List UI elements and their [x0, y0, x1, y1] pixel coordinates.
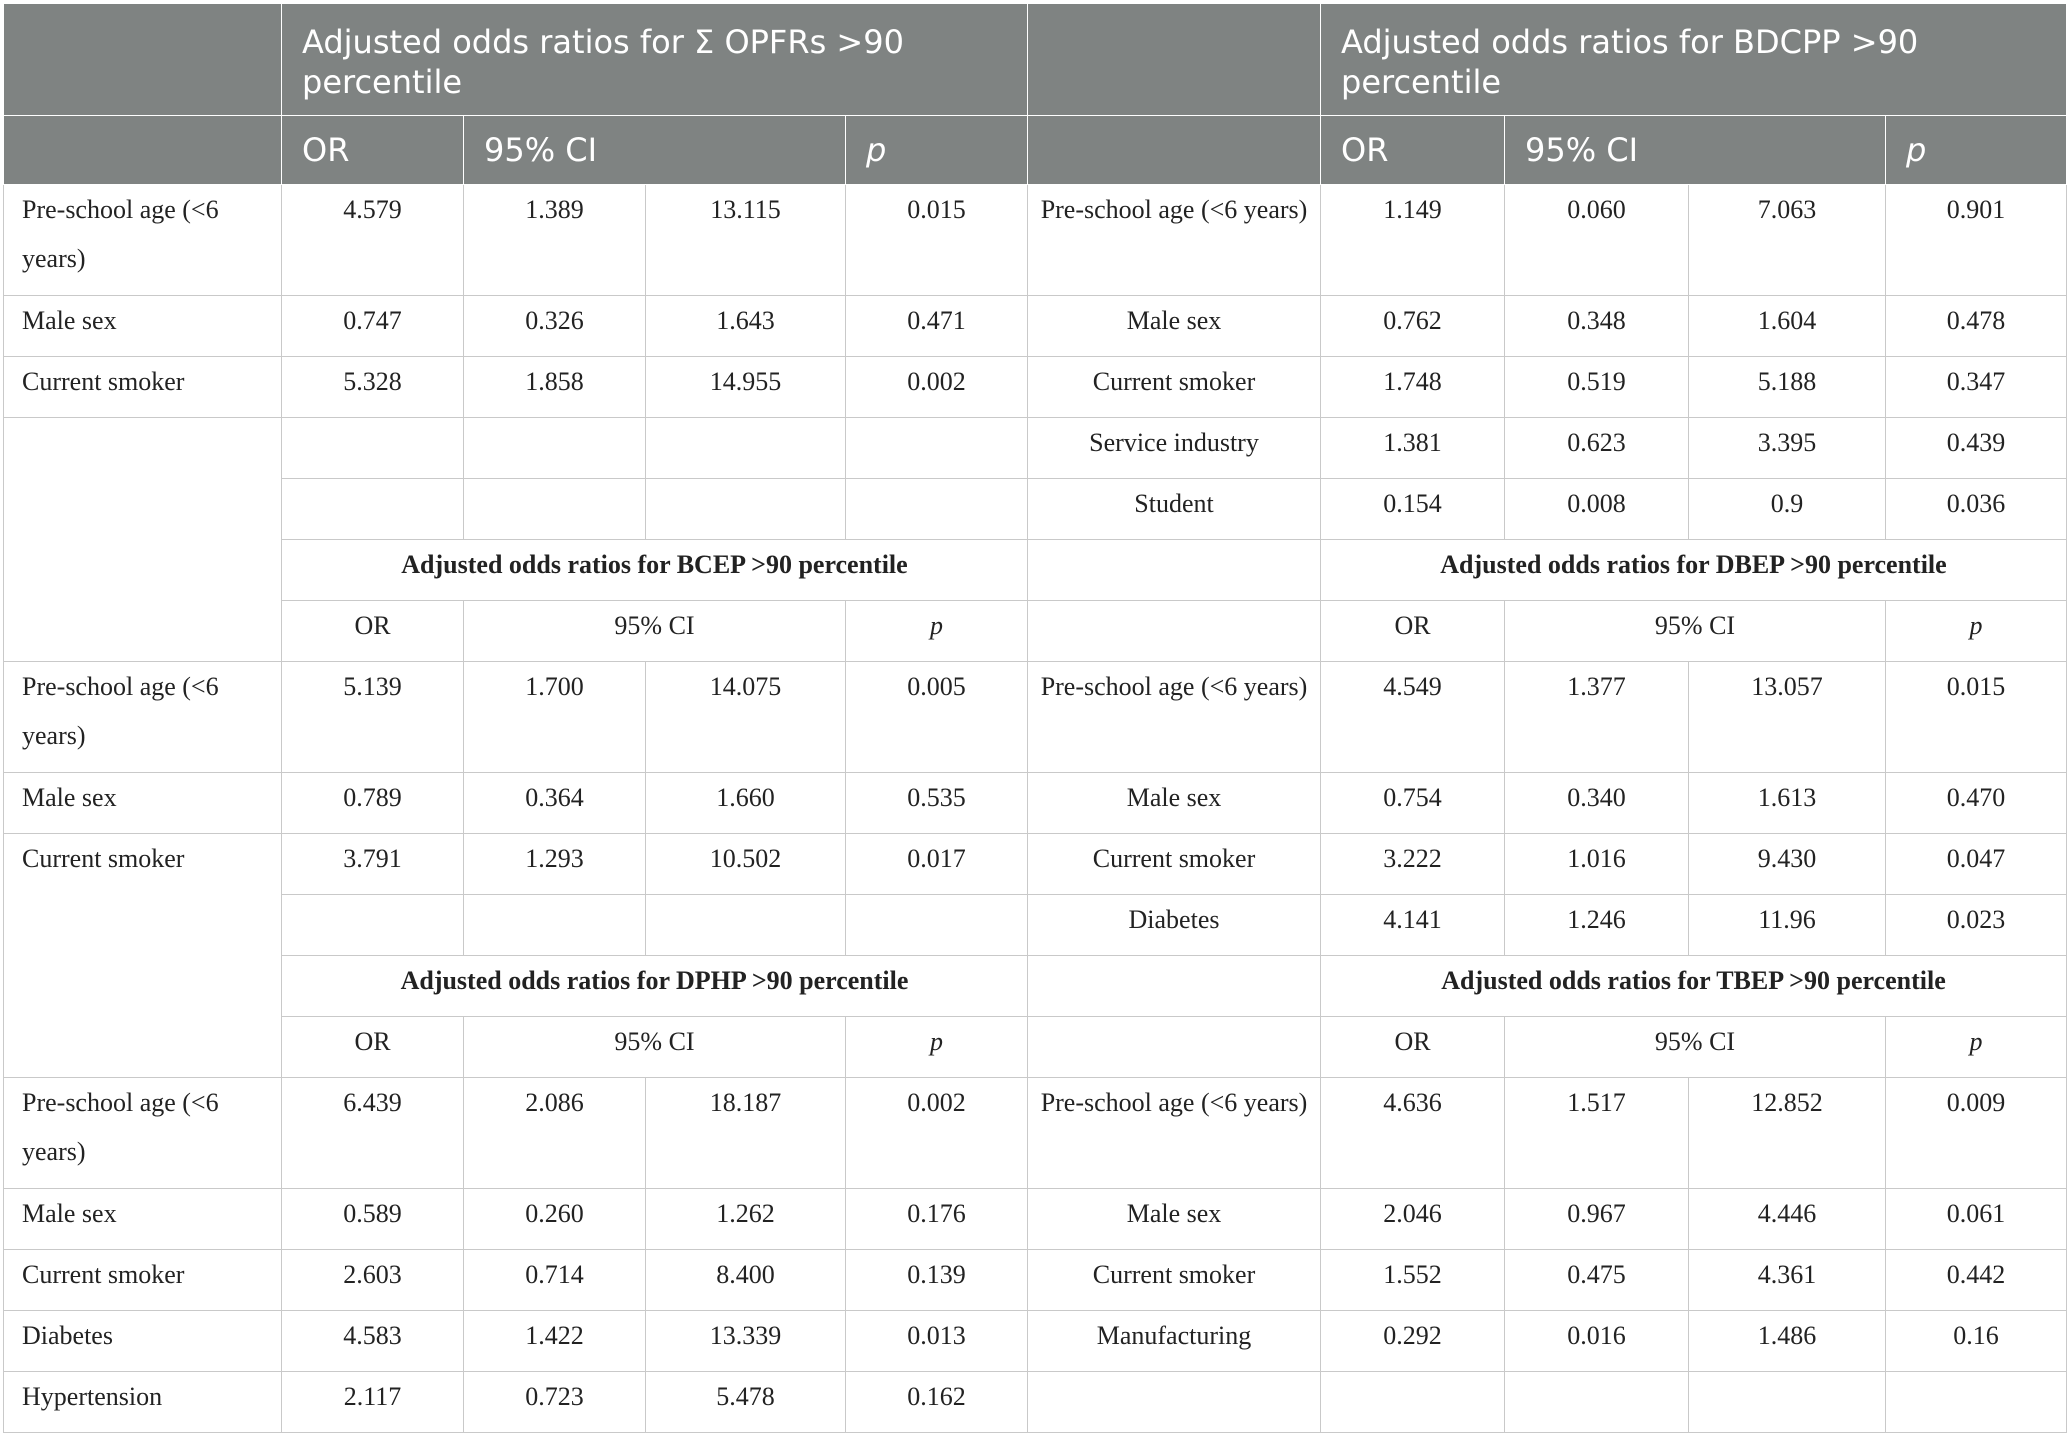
- section-title-row: [4, 540, 2067, 601]
- section-title-left: Adjusted odds ratios for BCEP >90 percentile: [282, 540, 1028, 601]
- section-col-p-left: p: [846, 1017, 1028, 1078]
- cell-ci-low-right: 0.016: [1505, 1311, 1689, 1372]
- cell-ci-low-right: 0.060: [1505, 185, 1689, 296]
- cell-ci-high-right: 13.057: [1689, 662, 1886, 773]
- row-label-left: Male sex: [4, 296, 282, 357]
- cell-or-right: 2.046: [1321, 1189, 1505, 1250]
- cell-or-left: 6.439: [282, 1078, 464, 1189]
- cell-or-right: 4.636: [1321, 1078, 1505, 1189]
- row-label-left: Current smoker: [4, 1250, 282, 1311]
- cell-ci-high-right: 4.446: [1689, 1189, 1886, 1250]
- cell-p-right: [1886, 1372, 2067, 1433]
- header-right-ci: 95% CI: [1505, 116, 1886, 185]
- row-label-right: Male sex: [1028, 1189, 1321, 1250]
- row-label-right: [1028, 1372, 1321, 1433]
- cell-or-left: 4.579: [282, 185, 464, 296]
- cell-ci-high-left: 18.187: [646, 1078, 846, 1189]
- cell-ci-low-right: 0.008: [1505, 479, 1689, 540]
- cell-or-right: 0.154: [1321, 479, 1505, 540]
- row-label-right: Diabetes: [1028, 895, 1321, 956]
- row-label-right: Current smoker: [1028, 834, 1321, 895]
- table-row: [4, 185, 2067, 296]
- cell-ci-low-right: 1.517: [1505, 1078, 1689, 1189]
- cell-or-left: 4.583: [282, 1311, 464, 1372]
- header-title-row: [4, 4, 2067, 116]
- cell-or-left: 0.747: [282, 296, 464, 357]
- section-col-or-left: OR: [282, 601, 464, 662]
- header-mid-cell: [1028, 4, 1321, 116]
- table-row: [4, 1372, 2067, 1433]
- cell-ci-low-left: 0.364: [464, 773, 646, 834]
- cell-ci-low-right: [1505, 1372, 1689, 1433]
- header-right-block-title: Adjusted odds ratios for BDCPP >90 percentile: [1321, 4, 2067, 116]
- cell-ci-low-right: 0.475: [1505, 1250, 1689, 1311]
- cell-ci-high-right: 12.852: [1689, 1078, 1886, 1189]
- cell-p-left: 0.013: [846, 1311, 1028, 1372]
- row-label-left: Male sex: [4, 773, 282, 834]
- cell-ci-high-left: 5.478: [646, 1372, 846, 1433]
- cell-ci-high-right: 5.188: [1689, 357, 1886, 418]
- cell-ci-low-left: 0.723: [464, 1372, 646, 1433]
- cell-ci-low-left: 1.700: [464, 662, 646, 773]
- cell-ci-high-left: [646, 895, 846, 956]
- cell-p-left: [846, 895, 1028, 956]
- cell-ci-high-left: 13.115: [646, 185, 846, 296]
- cell-ci-high-left: 8.400: [646, 1250, 846, 1311]
- cell-ci-low-right: 0.623: [1505, 418, 1689, 479]
- table-row: [4, 662, 2067, 773]
- row-label-left: Pre-school age (<6 years): [4, 662, 282, 773]
- cell-p-left: [846, 479, 1028, 540]
- row-label-right: Current smoker: [1028, 1250, 1321, 1311]
- cell-p-left: 0.176: [846, 1189, 1028, 1250]
- section-col-gap: [1028, 601, 1321, 662]
- cell-ci-low-left: [464, 479, 646, 540]
- row-label-right: Male sex: [1028, 773, 1321, 834]
- table-row: [4, 1250, 2067, 1311]
- cell-p-right: 0.023: [1886, 895, 2067, 956]
- cell-or-right: 4.141: [1321, 895, 1505, 956]
- cell-ci-high-left: 14.075: [646, 662, 846, 773]
- row-label-left: Pre-school age (<6 years): [4, 185, 282, 296]
- cell-ci-high-right: 1.604: [1689, 296, 1886, 357]
- cell-ci-low-right: 1.246: [1505, 895, 1689, 956]
- cell-ci-high-right: 0.9: [1689, 479, 1886, 540]
- cell-p-left: 0.002: [846, 357, 1028, 418]
- cell-ci-low-left: 1.293: [464, 834, 646, 895]
- cell-or-right: 0.292: [1321, 1311, 1505, 1372]
- cell-or-right: 4.549: [1321, 662, 1505, 773]
- section-title-gap: [1028, 540, 1321, 601]
- header-left-p: p: [846, 116, 1028, 185]
- section-col-or-right: OR: [1321, 601, 1505, 662]
- section-col-p-left: p: [846, 601, 1028, 662]
- cell-ci-low-left: 1.389: [464, 185, 646, 296]
- header-column-row: [4, 116, 2067, 185]
- cell-ci-low-left: 0.714: [464, 1250, 646, 1311]
- header-right-or: OR: [1321, 116, 1505, 185]
- section-col-ci-left: 95% CI: [464, 601, 846, 662]
- cell-ci-low-left: 1.858: [464, 357, 646, 418]
- cell-p-right: 0.009: [1886, 1078, 2067, 1189]
- section-title-gap: [1028, 956, 1321, 1017]
- cell-or-right: 3.222: [1321, 834, 1505, 895]
- cell-ci-high-left: [646, 479, 846, 540]
- table-row: [4, 357, 2067, 418]
- cell-ci-low-left: 0.326: [464, 296, 646, 357]
- cell-ci-low-right: 0.340: [1505, 773, 1689, 834]
- section-col-or-right: OR: [1321, 1017, 1505, 1078]
- table-row: [4, 1078, 2067, 1189]
- cell-p-right: 0.442: [1886, 1250, 2067, 1311]
- cell-or-left: 5.328: [282, 357, 464, 418]
- cell-or-right: 1.149: [1321, 185, 1505, 296]
- cell-ci-high-left: 1.262: [646, 1189, 846, 1250]
- cell-ci-high-left: 10.502: [646, 834, 846, 895]
- cell-p-right: 0.047: [1886, 834, 2067, 895]
- cell-ci-high-right: 1.486: [1689, 1311, 1886, 1372]
- table-row: [4, 479, 2067, 540]
- cell-or-right: 0.754: [1321, 773, 1505, 834]
- table-row: [4, 773, 2067, 834]
- row-label-left: Male sex: [4, 1189, 282, 1250]
- cell-or-right: [1321, 1372, 1505, 1433]
- cell-ci-high-left: 1.660: [646, 773, 846, 834]
- cell-or-right: 1.552: [1321, 1250, 1505, 1311]
- cell-ci-high-left: 14.955: [646, 357, 846, 418]
- cell-p-left: 0.471: [846, 296, 1028, 357]
- section-col-ci-right: 95% CI: [1505, 601, 1886, 662]
- cell-p-right: 0.439: [1886, 418, 2067, 479]
- header-right-p: p: [1886, 116, 2067, 185]
- section-col-or-left: OR: [282, 1017, 464, 1078]
- row-label-right: Current smoker: [1028, 357, 1321, 418]
- cell-p-right: 0.015: [1886, 662, 2067, 773]
- cell-ci-high-left: 13.339: [646, 1311, 846, 1372]
- row-label-right: Male sex: [1028, 296, 1321, 357]
- header-corner-cell-2: [4, 116, 282, 185]
- header-left-ci: 95% CI: [464, 116, 846, 185]
- row-label-right: Pre-school age (<6 years): [1028, 662, 1321, 773]
- cell-p-left: 0.015: [846, 185, 1028, 296]
- cell-or-left: [282, 418, 464, 479]
- cell-ci-low-right: 1.016: [1505, 834, 1689, 895]
- cell-or-left: 0.789: [282, 773, 464, 834]
- section-col-p-right: p: [1886, 601, 2067, 662]
- cell-ci-low-right: 0.519: [1505, 357, 1689, 418]
- row-label-left-merged: Current smoker: [4, 834, 282, 1078]
- section-title-right: Adjusted odds ratios for DBEP >90 percentile: [1321, 540, 2067, 601]
- cell-ci-high-right: 4.361: [1689, 1250, 1886, 1311]
- row-label-right: Manufacturing: [1028, 1311, 1321, 1372]
- cell-ci-high-right: [1689, 1372, 1886, 1433]
- cell-p-right: 0.16: [1886, 1311, 2067, 1372]
- cell-p-right: 0.347: [1886, 357, 2067, 418]
- row-label-left: Current smoker: [4, 357, 282, 418]
- row-label-left: Diabetes: [4, 1311, 282, 1372]
- row-label-right: Service industry: [1028, 418, 1321, 479]
- odds-ratio-table: [3, 3, 2067, 1433]
- cell-p-right: 0.036: [1886, 479, 2067, 540]
- cell-ci-low-right: 1.377: [1505, 662, 1689, 773]
- cell-or-left: 5.139: [282, 662, 464, 773]
- section-columns-row: [4, 601, 2067, 662]
- cell-or-left: 3.791: [282, 834, 464, 895]
- cell-or-left: 0.589: [282, 1189, 464, 1250]
- cell-ci-low-right: 0.348: [1505, 296, 1689, 357]
- cell-p-left: [846, 418, 1028, 479]
- cell-ci-low-right: 0.967: [1505, 1189, 1689, 1250]
- cell-p-left: 0.535: [846, 773, 1028, 834]
- table-row: [4, 1311, 2067, 1372]
- table-row: [4, 834, 2067, 895]
- section-col-gap: [1028, 1017, 1321, 1078]
- cell-ci-low-left: 0.260: [464, 1189, 646, 1250]
- section-columns-row: [4, 1017, 2067, 1078]
- cell-ci-high-right: 7.063: [1689, 185, 1886, 296]
- header-corner-cell: [4, 4, 282, 116]
- cell-ci-high-right: 9.430: [1689, 834, 1886, 895]
- cell-p-left: 0.017: [846, 834, 1028, 895]
- section-col-ci-right: 95% CI: [1505, 1017, 1886, 1078]
- table-row: [4, 296, 2067, 357]
- cell-ci-high-left: 1.643: [646, 296, 846, 357]
- cell-ci-high-right: 11.96: [1689, 895, 1886, 956]
- cell-p-left: 0.002: [846, 1078, 1028, 1189]
- cell-p-right: 0.470: [1886, 773, 2067, 834]
- section-title-right: Adjusted odds ratios for TBEP >90 percentile: [1321, 956, 2067, 1017]
- table-row: [4, 1189, 2067, 1250]
- row-label-right: Pre-school age (<6 years): [1028, 1078, 1321, 1189]
- cell-ci-low-left: 2.086: [464, 1078, 646, 1189]
- header-left-block-title: Adjusted odds ratios for Σ OPFRs >90 percentile: [282, 4, 1028, 116]
- table-row: [4, 895, 2067, 956]
- cell-ci-high-left: [646, 418, 846, 479]
- row-label-left: Hypertension: [4, 1372, 282, 1433]
- cell-ci-low-left: [464, 418, 646, 479]
- cell-p-left: 0.139: [846, 1250, 1028, 1311]
- row-label-left: Pre-school age (<6 years): [4, 1078, 282, 1189]
- cell-ci-low-left: [464, 895, 646, 956]
- cell-or-right: 0.762: [1321, 296, 1505, 357]
- cell-p-right: 0.901: [1886, 185, 2067, 296]
- cell-p-right: 0.061: [1886, 1189, 2067, 1250]
- cell-or-left: [282, 479, 464, 540]
- cell-or-right: 1.381: [1321, 418, 1505, 479]
- cell-p-left: 0.005: [846, 662, 1028, 773]
- cell-or-right: 1.748: [1321, 357, 1505, 418]
- table-row: [4, 418, 2067, 479]
- cell-ci-low-left: 1.422: [464, 1311, 646, 1372]
- cell-or-left: 2.603: [282, 1250, 464, 1311]
- row-label-left-merged: [4, 418, 282, 662]
- cell-p-right: 0.478: [1886, 296, 2067, 357]
- cell-ci-high-right: 3.395: [1689, 418, 1886, 479]
- cell-or-left: 2.117: [282, 1372, 464, 1433]
- header-left-or: OR: [282, 116, 464, 185]
- section-title-row: [4, 956, 2067, 1017]
- section-col-ci-left: 95% CI: [464, 1017, 846, 1078]
- cell-p-left: 0.162: [846, 1372, 1028, 1433]
- header-mid-cell-2: [1028, 116, 1321, 185]
- cell-or-left: [282, 895, 464, 956]
- section-col-p-right: p: [1886, 1017, 2067, 1078]
- row-label-right: Pre-school age (<6 years): [1028, 185, 1321, 296]
- cell-ci-high-right: 1.613: [1689, 773, 1886, 834]
- row-label-right: Student: [1028, 479, 1321, 540]
- section-title-left: Adjusted odds ratios for DPHP >90 percentile: [282, 956, 1028, 1017]
